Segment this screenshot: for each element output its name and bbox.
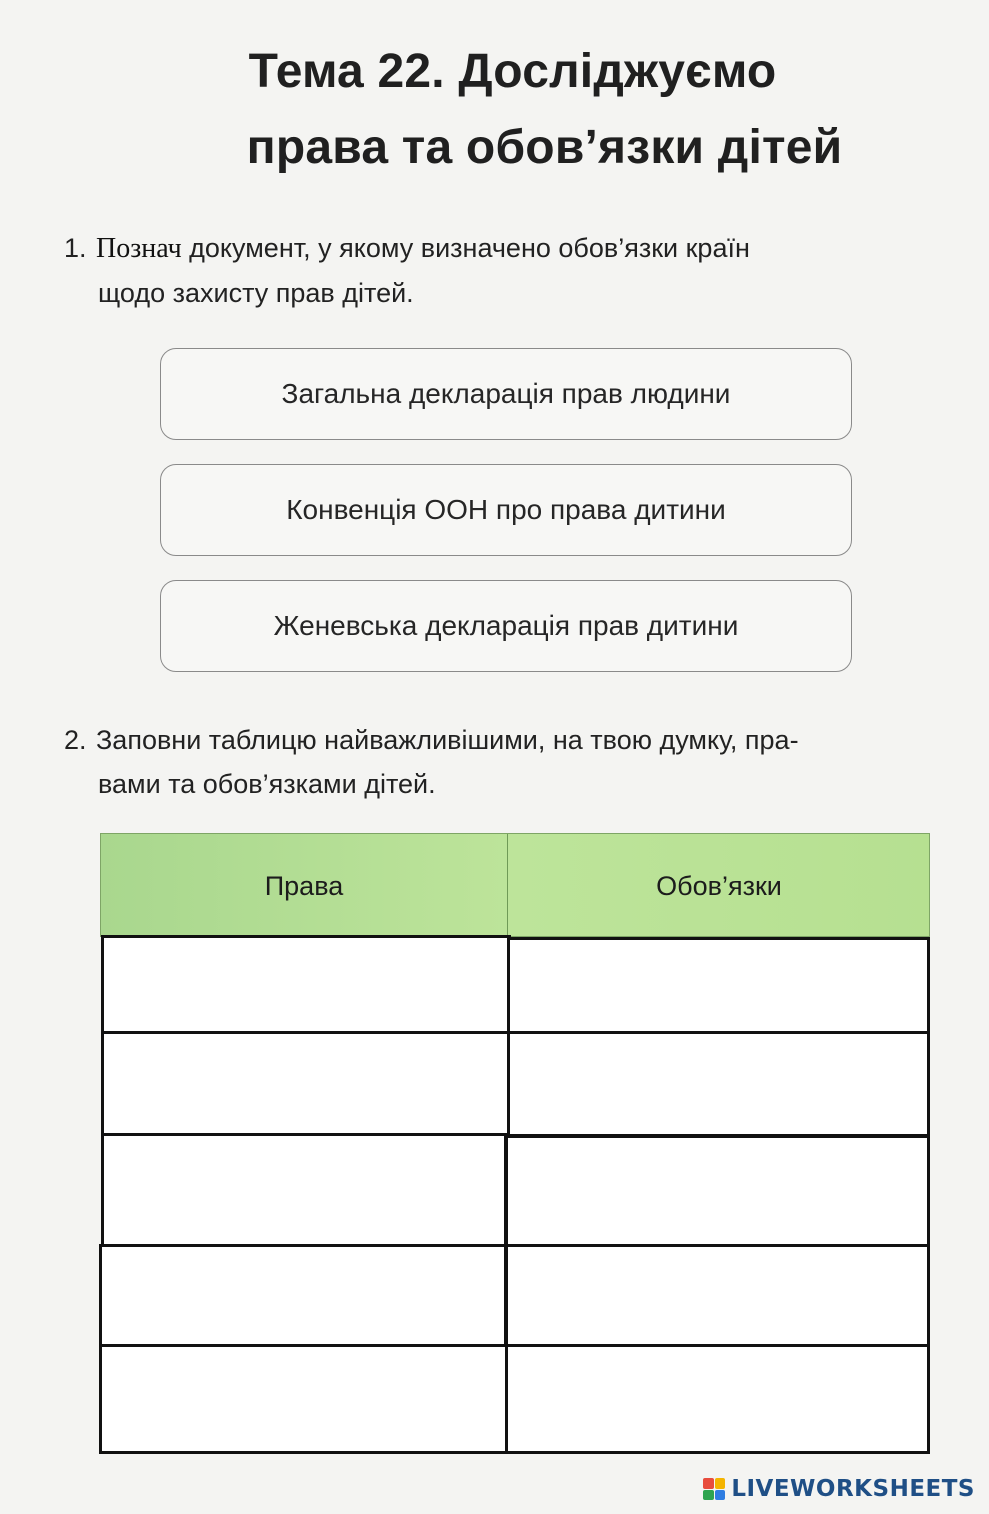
task-1-prompt [64,226,944,315]
task-text-cont: щодо захисту прав дітей. [98,278,414,308]
page-title-line2: права та обов’язки дітей [246,121,843,174]
answer-option-geneva-declaration[interactable] [160,580,852,672]
liveworksheets-logo [703,1474,975,1504]
task-2-prompt [64,718,944,806]
page-title-line1: Тема 22. Досліджуємо [248,45,777,98]
rights-cell-5[interactable] [99,1344,508,1454]
task-text: документ, у якому визначено обов’язки країн [181,233,750,263]
answer-option-un-convention[interactable] [160,464,852,556]
rights-cell-2[interactable] [101,1031,511,1137]
duties-cell-3[interactable] [505,1135,930,1247]
answer-option-universal-declaration[interactable] [160,348,852,440]
column-header-duties: Обов’язки [656,870,782,901]
column-header-rights: Права [264,870,344,901]
task-number: 1. [64,233,87,263]
duties-cell-1[interactable] [507,937,930,1034]
option-label: Женевська декларація прав дитини [273,610,739,641]
rights-cell-1[interactable] [101,935,511,1034]
duties-cell-5[interactable] [505,1344,930,1454]
watermark-text: LIVEWORKSHEETS [731,1476,975,1502]
option-label: Загальна декларація прав людини [281,378,731,409]
task-text: Заповни таблицю найважливішими, на твою думку, пра- [96,725,799,755]
duties-cell-4[interactable] [505,1244,930,1347]
task-verb: Познач [96,233,182,264]
option-label: Конвенція ООН про права дитини [286,494,726,525]
rights-cell-3[interactable] [101,1133,507,1247]
liveworksheets-icon [703,1478,725,1500]
duties-cell-2[interactable] [507,1031,930,1137]
task-number: 2. [64,725,87,755]
task-text-cont: вами та обов’язками дітей. [98,769,436,799]
table-header [100,833,930,937]
rights-cell-4[interactable] [99,1244,507,1347]
